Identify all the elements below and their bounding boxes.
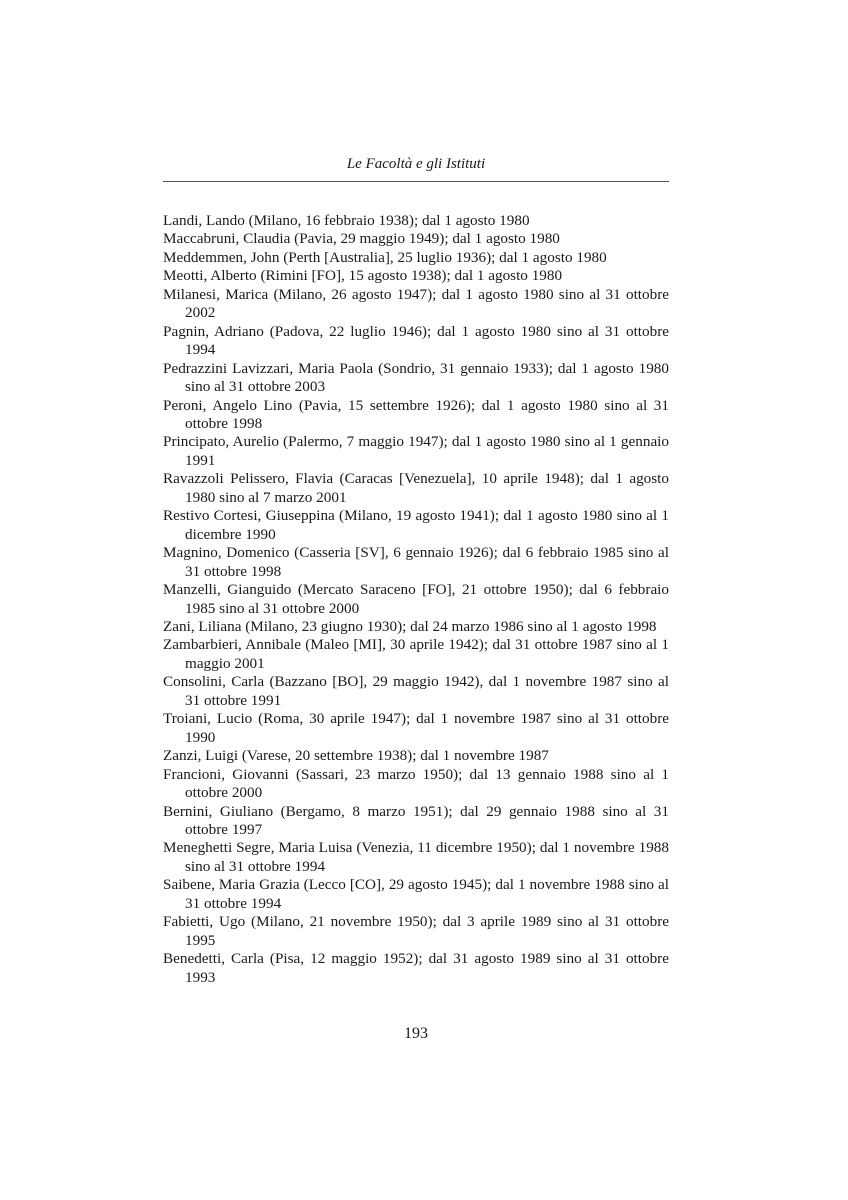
list-item: Maccabruni, Claudia (Pavia, 29 maggio 1949); dal 1 agosto 1980 [163, 230, 560, 248]
list-item: Francioni, Giovanni (Sassari, 23 marzo 1950); dal 13 gennaio 1988 sino al 1 ottobre 2000 [163, 765, 669, 802]
list-item: Bernini, Giuliano (Bergamo, 8 marzo 1951); dal 29 gennaio 1988 sino al 31 ottobre 1997 [163, 802, 669, 838]
list-item: Saibene, Maria Grazia (Lecco [CO], 29 agosto 1945); dal 1 novembre 1988 sino al 31 ottobre 1994 [163, 876, 669, 912]
faculty-list [163, 212, 669, 987]
list-item: Ravazzoli Pelissero, Flavia (Caracas [Venezuela], 10 aprile 1948); dal 1 agosto 1980 sino al 7 marzo 2001 [163, 470, 669, 506]
list-item: Zani, Liliana (Milano, 23 giugno 1930); dal 24 marzo 1986 sino al 1 agosto 1998 [163, 617, 657, 635]
header-rule [163, 181, 669, 182]
list-item: Magnino, Domenico (Casseria [SV], 6 gennaio 1926); dal 6 febbraio 1985 sino al 31 ottobre 1998 [163, 544, 669, 580]
list-item: Troiani, Lucio (Roma, 30 aprile 1947); dal 1 novembre 1987 sino al 31 ottobre 1990 [163, 710, 669, 746]
list-item: Meotti, Alberto (Rimini [FO], 15 agosto 1938); dal 1 agosto 1980 [163, 267, 563, 285]
list-item: Zambarbieri, Annibale (Maleo [MI], 30 aprile 1942); dal 31 ottobre 1987 sino al 1 maggio 2001 [163, 636, 669, 672]
list-item: Landi, Lando (Milano, 16 febbraio 1938); dal 1 agosto 1980 [163, 212, 530, 229]
list-item: Manzelli, Gianguido (Mercato Saraceno [FO], 21 ottobre 1950); dal 6 febbraio 1985 sino al 31 ottobre 2000 [163, 581, 669, 617]
page-number: 193 [404, 1025, 428, 1042]
list-item: Benedetti, Carla (Pisa, 12 maggio 1952); dal 31 agosto 1989 sino al 31 ottobre 1993 [163, 950, 669, 986]
list-item: Consolini, Carla (Bazzano [BO], 29 maggio 1942), dal 1 novembre 1987 sino al 31 ottobre 1991 [163, 673, 669, 709]
list-item: Principato, Aurelio (Palermo, 7 maggio 1947); dal 1 agosto 1980 sino al 1 gennaio 1991 [163, 433, 669, 469]
list-item: Peroni, Angelo Lino (Pavia, 15 settembre 1926); dal 1 agosto 1980 sino al 31 ottobre 1998 [163, 396, 669, 432]
list-item: Restivo Cortesi, Giuseppina (Milano, 19 agosto 1941); dal 1 agosto 1980 sino al 1 dicembre 1990 [163, 507, 669, 543]
list-item: Pagnin, Adriano (Padova, 22 luglio 1946); dal 1 agosto 1980 sino al 31 ottobre 1994 [163, 322, 669, 359]
list-item: Meneghetti Segre, Maria Luisa (Venezia, 11 dicembre 1950); dal 1 novembre 1988 sino al 31 ottobre 1994 [163, 839, 669, 875]
list-item: Milanesi, Marica (Milano, 26 agosto 1947); dal 1 agosto 1980 sino al 31 ottobre 2002 [163, 285, 669, 322]
list-item: Meddemmen, John (Perth [Australia], 25 luglio 1936); dal 1 agosto 1980 [163, 248, 607, 266]
list-item: Zanzi, Luigi (Varese, 20 settembre 1938); dal 1 novembre 1987 [163, 747, 549, 765]
running-header: Le Facoltà e gli Istituti [346, 156, 486, 172]
list-item: Pedrazzini Lavizzari, Maria Paola (Sondrio, 31 gennaio 1933); dal 1 agosto 1980 sino al 31 ottobre 2003 [163, 359, 669, 396]
list-item: Fabietti, Ugo (Milano, 21 novembre 1950); dal 3 aprile 1989 sino al 31 ottobre 1995 [163, 913, 669, 949]
